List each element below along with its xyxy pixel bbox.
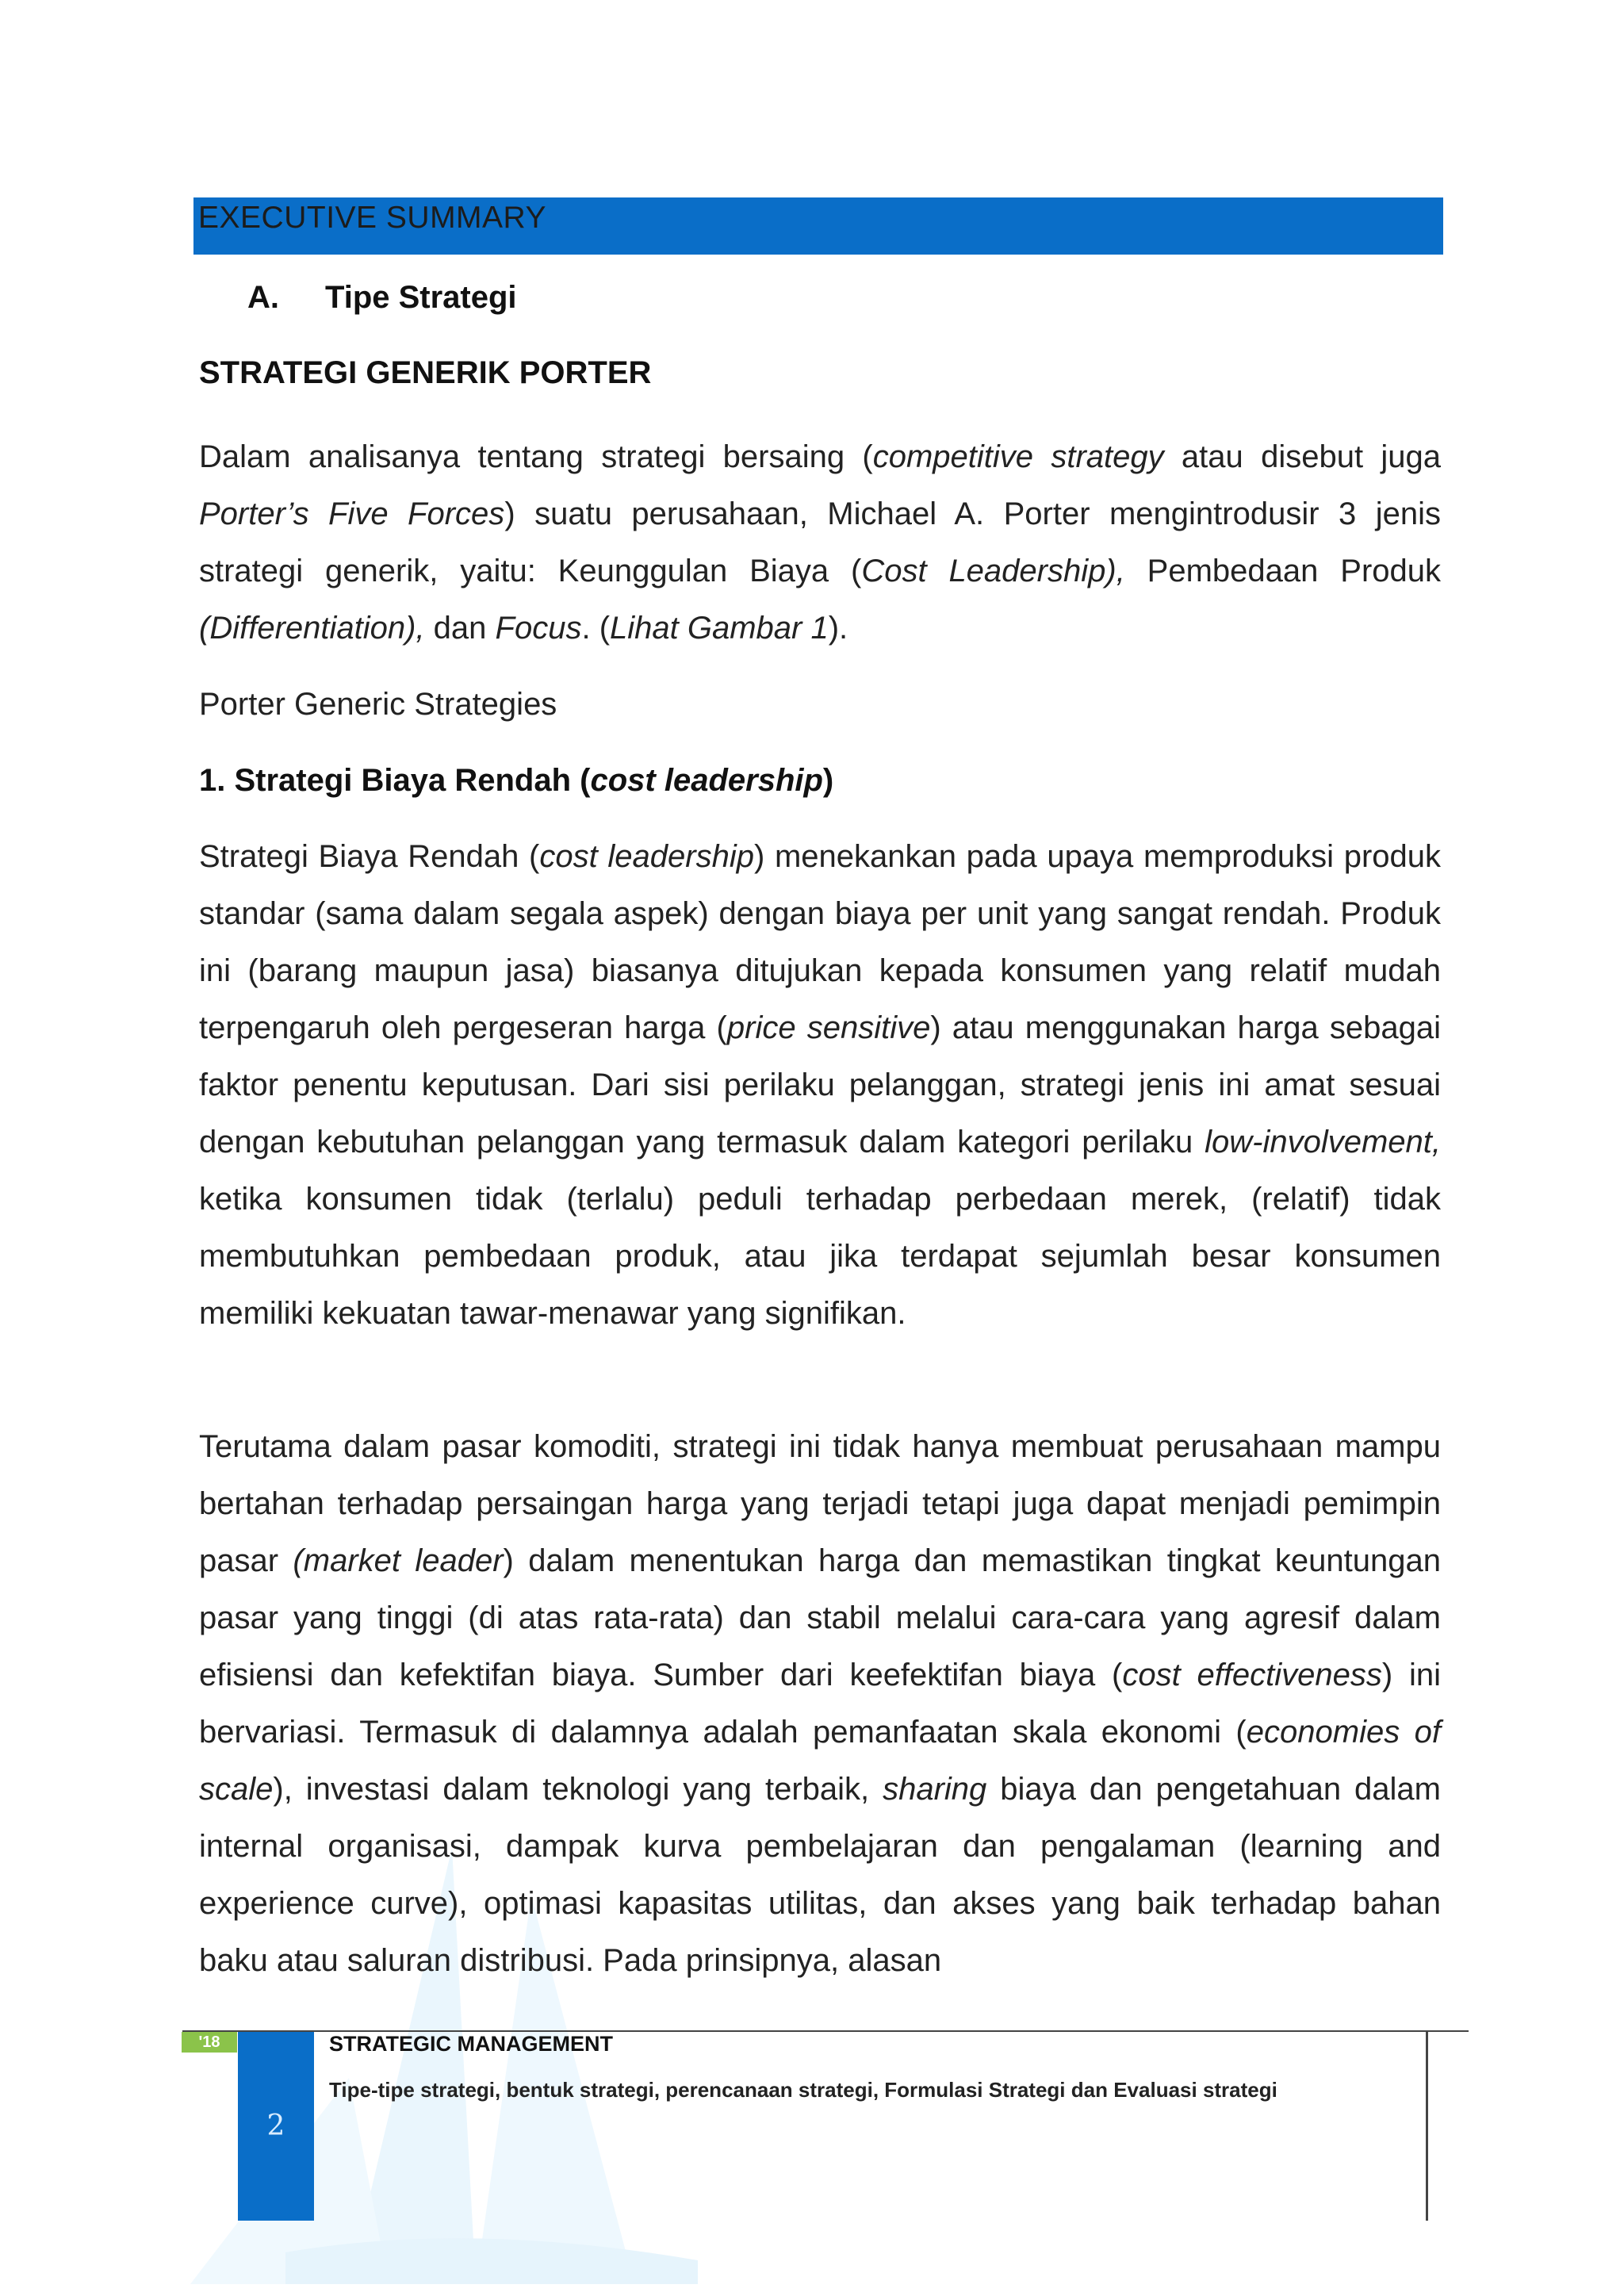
- italic-run: low-involvement,: [1205, 1125, 1441, 1159]
- text-run: Strategi Biaya Rendah (: [199, 839, 540, 874]
- text-run: Terutama dalam pasar komoditi, strategi ini tidak hanya membuat perusahaan mampu bertahan terhadap persaingan harga yang terjadi tetapi juga dapat menjadi pemimpin pasar: [199, 1429, 1441, 1578]
- subheading-italic: cost leadership: [590, 763, 823, 798]
- text-run: ) ini bervariasi. Termasuk di dalamnya adalah pemanfaatan skala ekonomi (: [199, 1658, 1442, 1750]
- paragraph-intro: [199, 428, 1441, 657]
- text-run: ) suatu perusahaan, Michael A. Porter mengintrodusir 3 jenis strategi generik, yaitu: Keunggulan Biaya (: [199, 496, 1441, 588]
- italic-run: competitive strategy: [872, 439, 1164, 474]
- subheading-suffix: ): [822, 763, 834, 798]
- paragraph-commodity-market: [199, 1418, 1441, 1989]
- section-a-number: A.: [247, 280, 279, 315]
- main-heading: STRATEGI GENERIK PORTER: [199, 355, 652, 390]
- footer-subtitle: Tipe-tipe strategi, bentuk strategi, perencanaan strategi, Formulasi Strategi dan Evaluasi strategi: [329, 2078, 1277, 2102]
- text-run: ketika konsumen tidak (terlalu) peduli terhadap perbedaan merek, (relatif) tidak membutuhkan pembedaan produk, atau jika terdapat sejumlah besar konsumen memiliki kekuatan tawar-menawar yang signifikan.: [199, 1182, 1441, 1331]
- italic-run: Cost Leadership),: [861, 554, 1125, 588]
- italic-run: Lihat Gambar 1: [610, 611, 829, 646]
- footer-right-rule: [1426, 2030, 1428, 2221]
- italic-run: Focus: [495, 611, 582, 646]
- italic-run: price sensitive: [726, 1010, 931, 1045]
- text-run: Pembedaan Produk: [1124, 554, 1442, 588]
- figure-caption: Porter Generic Strategies: [199, 687, 557, 722]
- section-header-text: EXECUTIVE SUMMARY: [198, 201, 547, 235]
- text-run: ) menekankan pada upaya memproduksi produk standar (sama dalam segala aspek) dengan biaya per unit yang sangat rendah. Produk ini (barang maupun jasa) biasanya ditujukan kepada konsumen yang relatif mudah terpengaruh oleh pergeseran harga (: [199, 839, 1442, 1045]
- page-number: 2: [266, 2110, 285, 2142]
- subheading-prefix: 1. Strategi Biaya Rendah (: [199, 763, 591, 798]
- year-badge: '18: [182, 2032, 237, 2053]
- section-a-title: Tipe Strategi: [325, 280, 517, 315]
- text-run: ), investasi dalam teknologi yang terbaik,: [273, 1772, 883, 1807]
- section-header-bar: [193, 197, 1443, 255]
- text-run: ).: [828, 611, 848, 646]
- italic-run: (Differentiation),: [199, 611, 425, 646]
- text-run: dan: [424, 611, 496, 646]
- text-run: ) dalam menentukan harga dan memastikan tingkat keuntungan pasar yang tinggi (di atas rata-rata) dan stabil melalui cara-cara yang agresif dalam efisiensi dan kefektifan biaya. Sumber dari keefektifan biaya (: [199, 1543, 1442, 1692]
- italic-run: (market leader: [293, 1543, 504, 1578]
- footer-title: STRATEGIC MANAGEMENT: [329, 2032, 613, 2056]
- subheading-cost-leadership: [199, 763, 833, 799]
- text-run: atau disebut juga: [1163, 439, 1441, 474]
- italic-run: economies of scale: [199, 1715, 1441, 1807]
- italic-run: Porter’s Five Forces: [199, 496, 505, 531]
- text-run: biaya dan pengetahuan dalam internal organisasi, dampak kurva pembelajaran dan pengalaman (learning and experience curve), optimasi kapasitas utilitas, dan akses yang baik terhadap bahan baku atau saluran distribusi. Pada prinsipnya, alasan: [199, 1772, 1441, 1978]
- text-run: ) atau menggunakan harga sebagai faktor penentu keputusan. Dari sisi perilaku pelanggan, strategi jenis ini amat sesuai dengan kebutuhan pelanggan yang termasuk dalam kategori perilaku: [199, 1010, 1442, 1159]
- italic-run: cost leadership: [539, 839, 754, 874]
- text-run: . (: [581, 611, 611, 646]
- italic-run: cost effectiveness: [1122, 1658, 1382, 1692]
- text-run: Dalam analisanya tentang strategi bersaing (: [199, 439, 873, 474]
- paragraph-cost-leadership: [199, 828, 1441, 1342]
- italic-run: sharing: [883, 1772, 987, 1807]
- page-number-block: [238, 2032, 314, 2221]
